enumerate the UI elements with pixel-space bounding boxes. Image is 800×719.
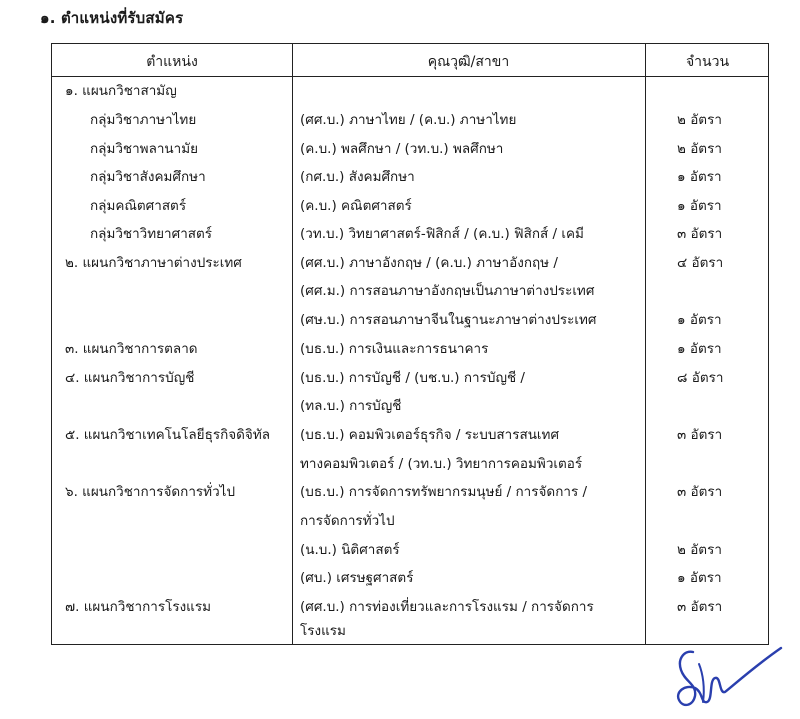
header-position: ตำแหน่ง — [146, 54, 198, 70]
row-position: ๑. แผนกวิชาสามัญ — [65, 83, 177, 99]
row-qualification: (ค.บ.) คณิตศาสตร์ — [300, 198, 412, 214]
row-qualification: (ทล.บ.) การบัญชี — [300, 398, 402, 414]
row-qualification: (ค.บ.) พลศึกษา / (วท.บ.) พลศึกษา — [300, 141, 504, 157]
row-qualification: ทางคอมพิวเตอร์ / (วท.บ.) วิทยาการคอมพิวเตอร์ — [300, 456, 583, 472]
row-qualification: (ศษ.บ.) การสอนภาษาจีนในฐานะภาษาต่างประเทศ — [300, 312, 597, 328]
row-count: ๓ อัตรา — [677, 484, 723, 500]
positions-table — [51, 43, 769, 645]
row-qualification: (ศศ.บ.) ภาษาอังกฤษ / (ค.บ.) ภาษาอังกฤษ / — [300, 255, 558, 271]
column-divider — [645, 44, 646, 644]
row-qualification: (น.บ.) นิติศาสตร์ — [300, 542, 400, 558]
row-qualification: (ศศ.บ.) การท่องเที่ยวและการโรงแรม / การจัดการ — [300, 599, 594, 615]
row-position: ๔. แผนกวิชาการบัญชี — [65, 370, 195, 386]
row-position: ๗. แผนกวิชาการโรงแรม — [65, 599, 212, 615]
row-qualification: (บธ.บ.) การจัดการทรัพยากรมนุษย์ / การจัดการ / — [300, 484, 588, 500]
row-position: กลุ่มคณิตศาสตร์ — [90, 198, 187, 214]
row-position: กลุ่มวิชาสังคมศึกษา — [90, 169, 206, 185]
row-qualification: (ศศ.บ.) ภาษาไทย / (ค.บ.) ภาษาไทย — [300, 112, 517, 128]
row-qualification: (ศบ.) เศรษฐศาสตร์ — [300, 570, 414, 586]
row-count: ๑ อัตรา — [677, 198, 722, 214]
row-count: ๓ อัตรา — [677, 599, 723, 615]
header-qualification: คุณวุฒิ/สาขา — [427, 54, 510, 70]
row-qualification: (บธ.บ.) การเงินและการธนาคาร — [300, 341, 489, 357]
row-qualification: (กศ.บ.) สังคมศึกษา — [300, 169, 415, 185]
row-count: ๒ อัตรา — [677, 112, 722, 128]
row-count: ๒ อัตรา — [677, 141, 722, 157]
row-count: ๑ อัตรา — [677, 341, 722, 357]
row-count: ๓ อัตรา — [677, 226, 723, 242]
row-qualification: การจัดการทั่วไป — [300, 513, 395, 529]
row-position: ๓. แผนกวิชาการตลาด — [65, 341, 198, 357]
row-qualification: (บธ.บ.) คอมพิวเตอร์ธุรกิจ / ระบบสารสนเทศ — [300, 427, 560, 443]
row-count: ๑ อัตรา — [677, 570, 722, 586]
row-count: ๑ อัตรา — [677, 169, 722, 185]
row-position: กลุ่มวิชาภาษาไทย — [90, 112, 197, 128]
row-position: กลุ่มวิชาวิทยาศาสตร์ — [90, 226, 213, 242]
row-count: ๒ อัตรา — [677, 542, 722, 558]
row-qualification: (ศศ.ม.) การสอนภาษาอังกฤษเป็นภาษาต่างประเทศ — [300, 283, 595, 299]
header-count: จำนวน — [685, 54, 730, 70]
row-position: ๕. แผนกวิชาเทคโนโลยีธุรกิจดิจิทัล — [65, 427, 271, 443]
signature — [655, 644, 785, 716]
section-title: ๑. ตำแหน่งที่รับสมัคร — [40, 9, 184, 27]
row-count: ๔ อัตรา — [677, 255, 724, 271]
row-qualification: (วท.บ.) วิทยาศาสตร์-ฟิสิกส์ / (ค.บ.) ฟิสิกส์ / เคมี — [300, 226, 584, 242]
row-position: ๖. แผนกวิชาการจัดการทั่วไป — [65, 484, 236, 500]
table-header — [52, 44, 768, 77]
row-qualification: (บธ.บ.) การบัญชี / (บช.บ.) การบัญชี / — [300, 370, 525, 386]
row-position: กลุ่มวิชาพลานามัย — [90, 141, 199, 157]
row-count: ๓ อัตรา — [677, 427, 723, 443]
row-count: ๑ อัตรา — [677, 312, 722, 328]
row-count: ๘ อัตรา — [677, 370, 724, 386]
column-divider — [292, 44, 293, 644]
row-qualification: โรงแรม — [300, 623, 346, 639]
row-position: ๒. แผนกวิชาภาษาต่างประเทศ — [65, 255, 242, 271]
